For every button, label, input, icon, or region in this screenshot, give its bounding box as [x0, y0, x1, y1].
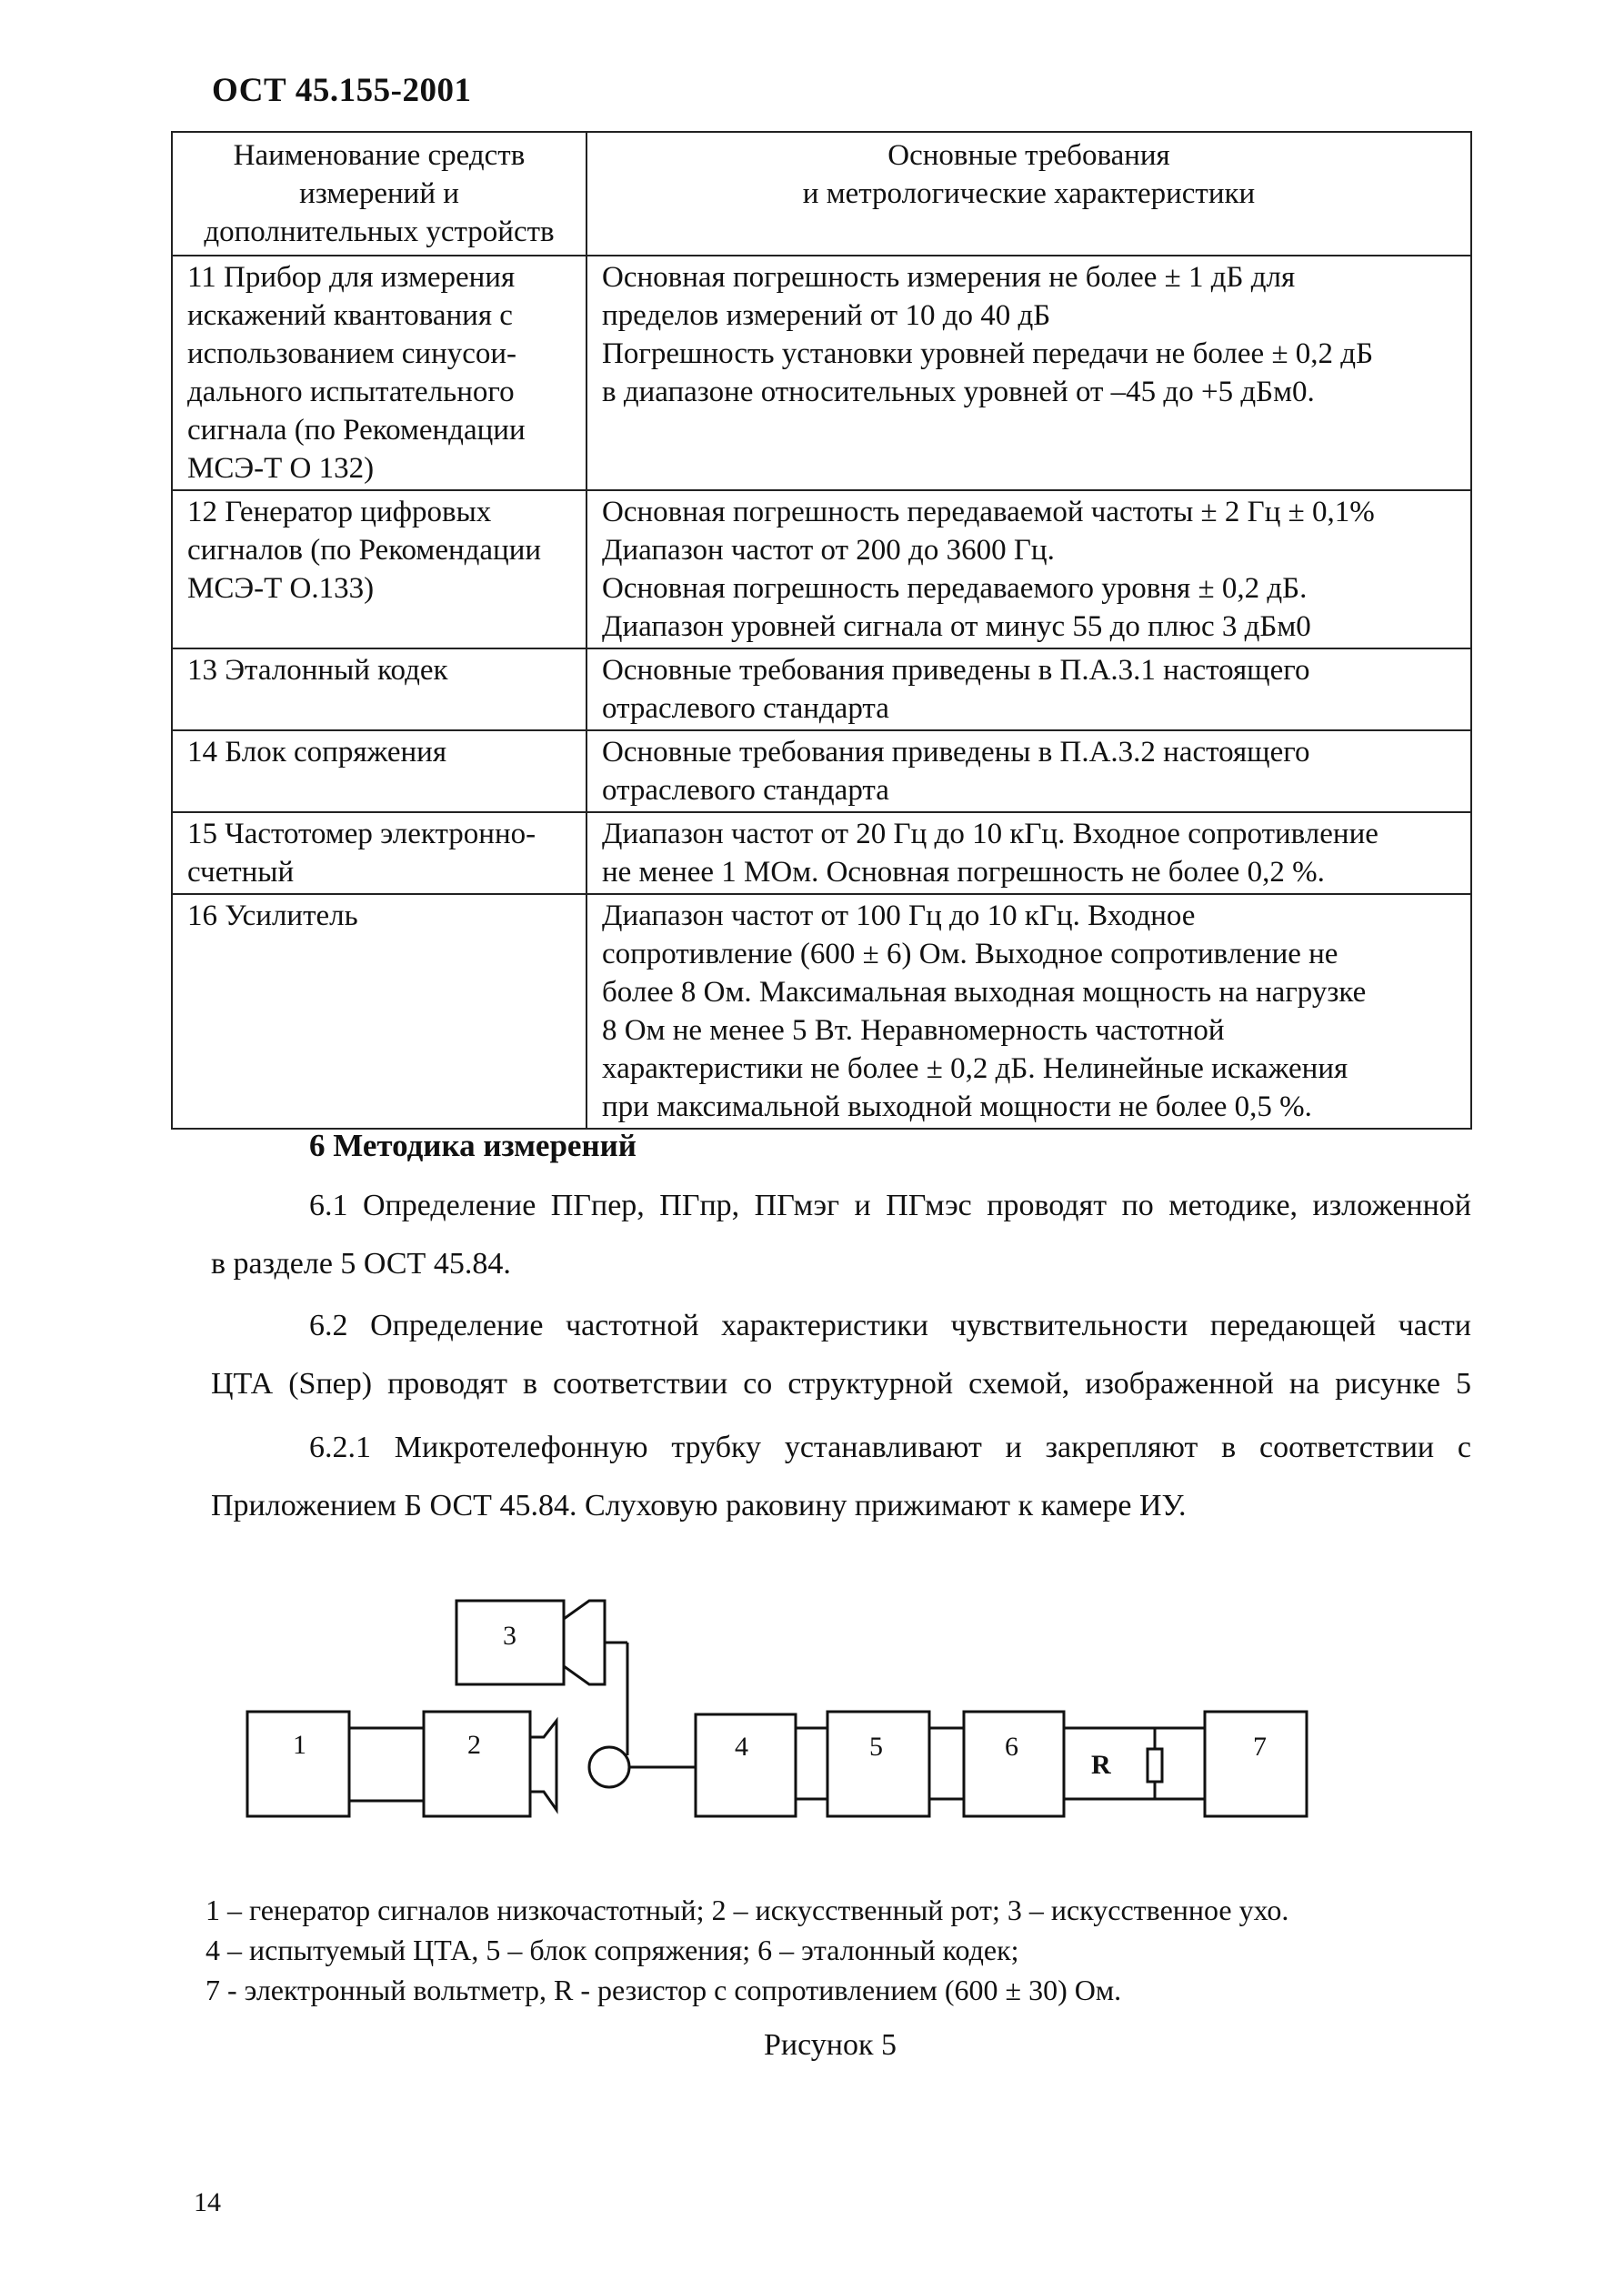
cell-requirements [586, 894, 1471, 1129]
resistor-symbol [1148, 1749, 1162, 1782]
header-line: измерений и [299, 177, 459, 210]
cell-name [172, 490, 586, 648]
block-1-label: 1 [293, 1730, 306, 1760]
paragraph-6-1-line1: 6.1 Определение ПГпер, ПГпр, ПГмэг и ПГмэс проводят по методике, изложенной [309, 1189, 1471, 1222]
cell-line: Основная погрешность передаваемого уровня ± 0,2 дБ. [602, 572, 1308, 605]
table-row [172, 894, 1471, 1129]
table-row [172, 648, 1471, 730]
cell-line: не менее 1 МОм. Основная погрешность не более 0,2 %. [602, 856, 1325, 889]
cell-line: 14 Блок сопряжения [187, 736, 447, 769]
legend-line: 4 – испытуемый ЦТА, 5 – блок сопряжения; 6 – эталонный кодек; [206, 1934, 1019, 1966]
paragraph-6-2-line2: ЦТА (Sпер) проводят в соответствии со структурной схемой, изображенной на рисунке 5 [211, 1367, 1471, 1401]
cell-line: 13 Эталонный кодек [187, 654, 448, 687]
cell-line: 15 Частотомер электронно- [187, 818, 536, 850]
cell-line: отраслевого стандарта [602, 692, 889, 725]
block-6 [964, 1712, 1064, 1816]
ear-cup-shape [564, 1601, 605, 1684]
table-header-row [172, 132, 1471, 256]
col-header-requirements [586, 132, 1471, 256]
cell-line: 16 Усилитель [187, 899, 358, 932]
block-6-label: 6 [1005, 1732, 1018, 1762]
table-row [172, 490, 1471, 648]
cell-line: Основные требования приведены в П.А.3.2 настоящего [602, 736, 1310, 769]
header-line: Основные требования [887, 139, 1170, 172]
cell-line: 8 Ом не менее 5 Вт. Неравномерность частотной [602, 1014, 1225, 1047]
cell-line: в диапазоне относительных уровней от –45 до +5 дБм0. [602, 376, 1315, 408]
table-row [172, 256, 1471, 490]
header-line: дополнительных устройств [204, 216, 555, 248]
block-5 [827, 1712, 929, 1816]
block-2 [424, 1712, 530, 1816]
block-5-label: 5 [869, 1732, 883, 1762]
cell-name [172, 894, 586, 1129]
legend-line: 1 – генератор сигналов низкочастотный; 2 – искусственный рот; 3 – искусственное ухо. [206, 1894, 1289, 1926]
cell-line: сигналов (по Рекомендации [187, 534, 542, 567]
block-1 [247, 1712, 349, 1816]
document-header: ОСТ 45.155-2001 [212, 72, 472, 109]
cell-name [172, 648, 586, 730]
cell-line: Диапазон уровней сигнала от минус 55 до плюс 3 дБм0 [602, 610, 1311, 643]
cell-requirements [586, 812, 1471, 894]
cell-requirements [586, 256, 1471, 490]
cell-name [172, 812, 586, 894]
cell-line: счетный [187, 856, 295, 889]
table-row [172, 812, 1471, 894]
paragraph-6-2-1-line2: Приложением Б ОСТ 45.84. Слуховую раковину прижимают к камере ИУ. [211, 1489, 1187, 1522]
cell-line: 11 Прибор для измерения [187, 261, 516, 294]
block-diagram [227, 1583, 1355, 1855]
table-row [172, 730, 1471, 812]
block-3-label: 3 [503, 1621, 516, 1651]
legend-line: 7 - электронный вольтметр, R - резистор с сопротивлением (600 ± 30) Ом. [206, 1974, 1122, 2006]
cell-line: МСЭ-Т О 132) [187, 452, 375, 485]
cell-name [172, 256, 586, 490]
requirements-table [171, 131, 1472, 1130]
paragraph-6-2-line1: 6.2 Определение частотной характеристики чувствительности передающей части [309, 1309, 1471, 1342]
cell-line: пределов измерений от 10 до 40 дБ [602, 299, 1051, 332]
cell-line: при максимальной выходной мощности не более 0,5 %. [602, 1090, 1312, 1123]
paragraph-6-2-1-line1: 6.2.1 Микротелефонную трубку устанавливают и закрепляют в соответствии с [309, 1431, 1471, 1464]
cell-line: Основная погрешность передаваемой частоты ± 2 Гц ± 0,1% [602, 496, 1375, 528]
cell-line: отраслевого стандарта [602, 774, 889, 807]
resistor-label: R [1091, 1750, 1111, 1780]
cell-line: МСЭ-Т О.133) [187, 572, 375, 605]
cell-line: Основная погрешность измерения не более ± 1 дБ для [602, 261, 1296, 294]
cell-line: Диапазон частот от 20 Гц до 10 кГц. Входное сопротивление [602, 818, 1378, 850]
block-7-label: 7 [1253, 1732, 1267, 1762]
page-number: 14 [194, 2187, 221, 2217]
cell-line: более 8 Ом. Максимальная выходная мощность на нагрузке [602, 976, 1367, 1009]
handset-circle-icon [589, 1747, 629, 1787]
cell-requirements [586, 490, 1471, 648]
section-title: 6 Методика измерений [309, 1128, 637, 1163]
cell-line: характеристики не более ± 0,2 дБ. Нелинейные искажения [602, 1052, 1348, 1085]
cell-line: сопротивление (600 ± 6) Ом. Выходное сопротивление не [602, 938, 1338, 970]
cell-line: сигнала (по Рекомендации [187, 414, 526, 447]
block-4 [696, 1714, 796, 1816]
mouth-speaker-shape [530, 1721, 556, 1810]
cell-line: искажений квантования с [187, 299, 513, 332]
cell-line: Погрешность установки уровней передачи не более ± 0,2 дБ [602, 337, 1374, 370]
cell-line: 12 Генератор цифровых [187, 496, 492, 528]
header-line: и метрологические характеристики [802, 177, 1256, 210]
paragraph-6-1-line2: в разделе 5 ОСТ 45.84. [211, 1247, 511, 1281]
block-4-label: 4 [735, 1732, 748, 1762]
cell-line: дального испытательного [187, 376, 515, 408]
cell-requirements [586, 730, 1471, 812]
cell-line: Диапазон частот от 200 до 3600 Гц. [602, 534, 1055, 567]
block-7 [1205, 1712, 1307, 1816]
cell-requirements [586, 648, 1471, 730]
cell-line: Диапазон частот от 100 Гц до 10 кГц. Входное [602, 899, 1196, 932]
header-line: Наименование средств [233, 139, 526, 172]
cell-name [172, 730, 586, 812]
cell-line: использованием синусои- [187, 337, 517, 370]
col-header-name [172, 132, 586, 256]
block-2-label: 2 [467, 1730, 481, 1760]
figure-caption: Рисунок 5 [764, 2028, 897, 2062]
cell-line: Основные требования приведены в П.А.3.1 настоящего [602, 654, 1310, 687]
